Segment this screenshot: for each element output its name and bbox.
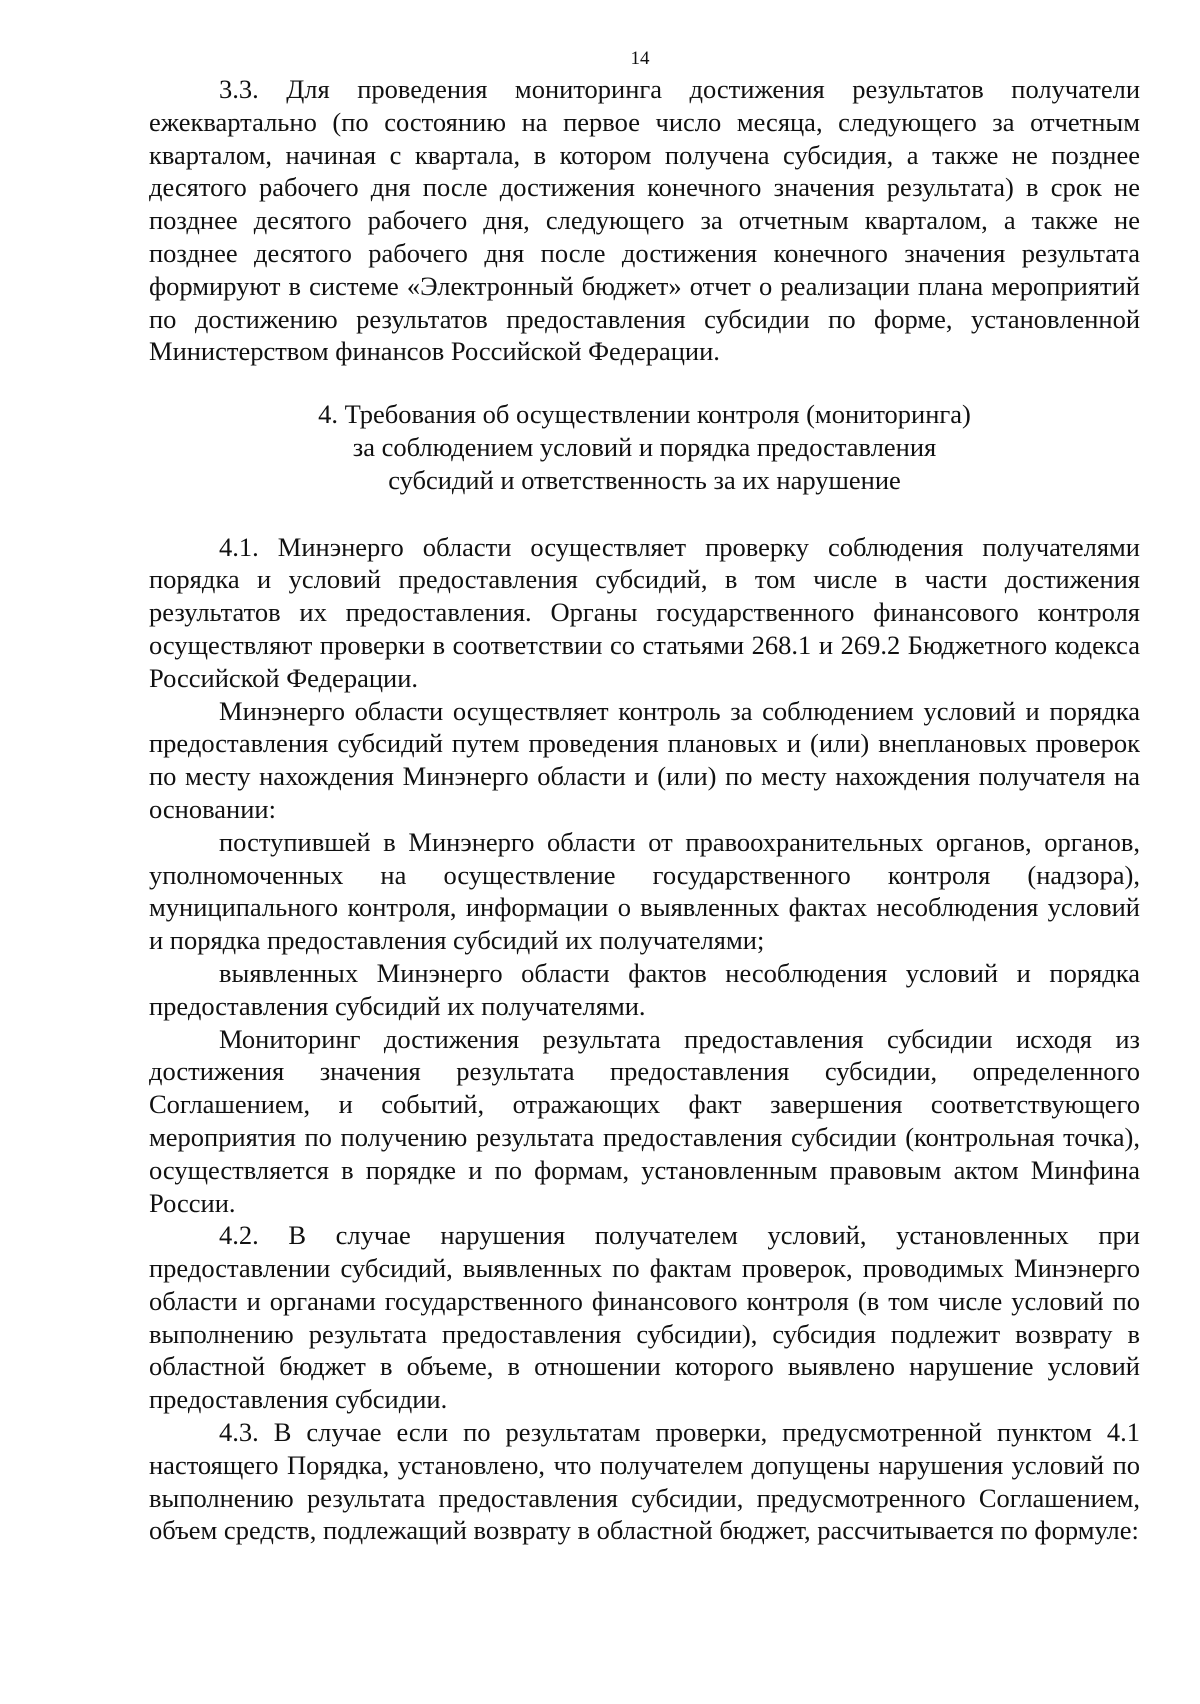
paragraph-4-3: 4.3. В случае если по результатам проверки, предусмотренной пунктом 4.1 настоящего Порядка, установлено, что получателем допущены нарушения условий по выполнению результата предоставления субсидии, предусмотренного Соглашением, объем средств, подлежащий возврату в областной бюджет, рассчитывается по формуле:	[149, 1417, 1140, 1546]
section-heading-line-3: субсидий и ответственность за их нарушение	[388, 464, 901, 495]
section-heading-line-1: 4. Требования об осуществлении контроля (мониторинга)	[318, 399, 971, 430]
section-heading-4	[149, 398, 1140, 496]
paragraph-4-1-monitoring: Мониторинг достижения результата предоставления субсидии исходя из достижения значения результата предоставления субсидии, определенного Соглашением, и событий, отражающих факт завершения соответствующего мероприятия по получению результата предоставления субсидии (контрольная точка), осуществляется в порядке и по формам, установленным правовым актом Минфина России.	[149, 1023, 1140, 1218]
paragraph-4-1: 4.1. Минэнерго области осуществляет проверку соблюдения получателями порядка и условий предоставления субсидий, в том числе в части достижения результатов их предоставления. Органы государственного финансового контроля осуществляют проверки в соответствии со статьями 268.1 и 269.2 Бюджетного кодекса Российской Федерации.	[149, 531, 1140, 693]
paragraph-4-1-item-1: поступившей в Минэнерго области от правоохранительных органов, органов, уполномоченных на осуществление государственного контроля (надзора), муниципального контроля, информации о выявленных фактах несоблюдения условий и порядка предоставления субсидий их получателями;	[149, 826, 1140, 956]
paragraph-4-2: 4.2. В случае нарушения получателем условий, установленных при предоставлении субсидий, выявленных по фактам проверок, проводимых Минэнерго области и органами государственного финансового контроля (в том числе условий по выполнению результата предоставления субсидии), субсидия подлежит возврату в областной бюджет в объеме, в отношении которого выявлено нарушение условий предоставления субсидии.	[149, 1220, 1140, 1415]
paragraph-4-1-control: Минэнерго области осуществляет контроль за соблюдением условий и порядка предоставления субсидий путем проведения плановых и (или) внеплановых проверок по месту нахождения Минэнерго области и (или) по месту нахождения получателя на основании:	[149, 695, 1140, 824]
paragraph-3-3: 3.3. Для проведения мониторинга достижения результатов получатели ежеквартально (по состоянию на первое число месяца, следующего за отчетным кварталом, начиная с квартала, в котором получена субсидия, а также не позднее десятого рабочего дня после достижения конечного значения результата) в срок не позднее десятого рабочего дня, следующего за отчетным кварталом, а также не позднее десятого рабочего дня после достижения конечного значения результата формируют в системе «Электронный бюджет» отчет о реализации плана мероприятий по достижению результатов предоставления субсидии по форме, установленной Министерством финансов Российской Федерации.	[149, 74, 1140, 367]
page-number: 14	[630, 48, 650, 69]
section-heading-line-2: за соблюдением условий и порядка предоставления	[352, 431, 937, 462]
document-body	[149, 73, 1140, 1547]
paragraph-4-1-item-2: выявленных Минэнерго области фактов несоблюдения условий и порядка предоставления субсидий их получателями.	[149, 957, 1140, 1021]
